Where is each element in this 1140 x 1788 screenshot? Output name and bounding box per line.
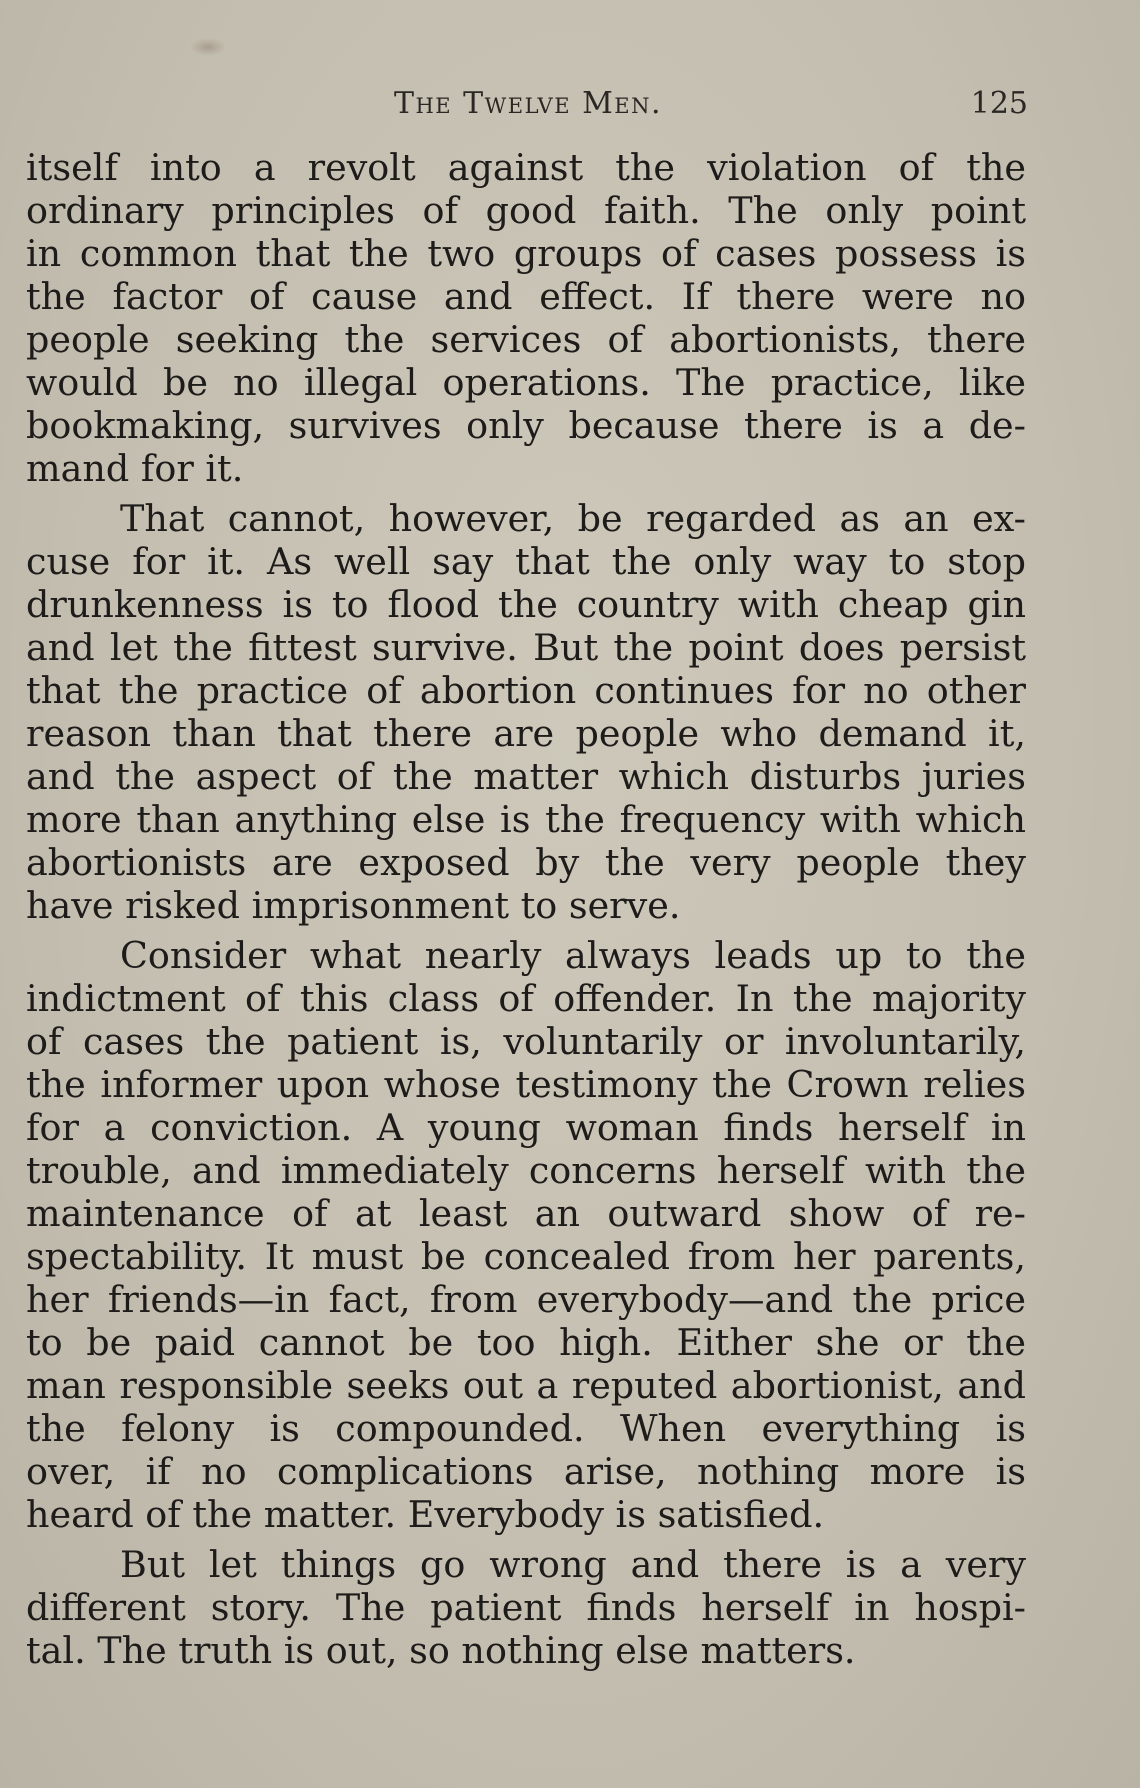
text-line: itself into a revolt against the violation of the bbox=[26, 146, 1026, 189]
paragraph bbox=[26, 934, 1026, 1536]
text-line: that the practice of abortion continues for no other bbox=[26, 669, 1026, 712]
text-line: That cannot, however, be regarded as an ex- bbox=[120, 497, 1026, 540]
text-line: to be paid cannot be too high. Either she or the bbox=[26, 1321, 1026, 1364]
text-line: more than anything else is the frequency with which bbox=[26, 798, 1026, 841]
text-line: for a conviction. A young woman finds herself in bbox=[26, 1106, 1026, 1149]
page-header bbox=[28, 86, 1028, 126]
text-line: man responsible seeks out a reputed abortionist, and bbox=[26, 1364, 1026, 1407]
page-number: 125 bbox=[970, 86, 1028, 121]
text-line: Consider what nearly always leads up to the bbox=[120, 934, 1026, 977]
text-line: over, if no complications arise, nothing more is bbox=[26, 1450, 1026, 1493]
text-line: bookmaking, survives only because there is a de- bbox=[26, 404, 1026, 447]
text-line: in common that the two groups of cases possess is bbox=[26, 232, 1026, 275]
text-line: maintenance of at least an outward show of re- bbox=[26, 1192, 1026, 1235]
text-line: ordinary principles of good faith. The only point bbox=[26, 189, 1026, 232]
text-line: the informer upon whose testimony the Crown relies bbox=[26, 1063, 1026, 1106]
running-title: The Twelve Men. bbox=[393, 86, 663, 121]
text-line: drunkenness is to flood the country with cheap gin bbox=[26, 583, 1026, 626]
paragraph bbox=[26, 1543, 1026, 1672]
text-line: have risked imprisonment to serve. bbox=[26, 884, 681, 927]
text-line: and the aspect of the matter which disturbs juries bbox=[26, 755, 1026, 798]
text-line: her friends—in fact, from everybody—and the price bbox=[26, 1278, 1026, 1321]
page-smudge bbox=[190, 38, 226, 56]
text-line: cuse for it. As well say that the only way to stop bbox=[26, 540, 1026, 583]
text-line: the felony is compounded. When everything is bbox=[26, 1407, 1026, 1450]
text-line: people seeking the services of abortionists, there bbox=[26, 318, 1026, 361]
text-line: abortionists are exposed by the very people they bbox=[26, 841, 1026, 884]
body-text bbox=[26, 146, 1026, 1679]
text-line: of cases the patient is, voluntarily or involuntarily, bbox=[26, 1020, 1026, 1063]
text-line: would be no illegal operations. The practice, like bbox=[26, 361, 1026, 404]
text-line: But let things go wrong and there is a very bbox=[120, 1543, 1026, 1586]
text-line: trouble, and immediately concerns herself with the bbox=[26, 1149, 1026, 1192]
text-line: different story. The patient finds herself in hospi- bbox=[26, 1586, 1026, 1629]
paragraph bbox=[26, 497, 1026, 927]
text-line: the factor of cause and effect. If there were no bbox=[26, 275, 1026, 318]
text-line: spectability. It must be concealed from her parents, bbox=[26, 1235, 1026, 1278]
text-line: heard of the matter. Everybody is satisfied. bbox=[26, 1493, 825, 1536]
text-line: mand for it. bbox=[26, 447, 244, 490]
text-line: reason than that there are people who demand it, bbox=[26, 712, 1026, 755]
text-line: indictment of this class of offender. In the majority bbox=[26, 977, 1026, 1020]
text-line: tal. The truth is out, so nothing else matters. bbox=[26, 1629, 856, 1672]
text-line: and let the fittest survive. But the point does persist bbox=[26, 626, 1026, 669]
paragraph bbox=[26, 146, 1026, 490]
